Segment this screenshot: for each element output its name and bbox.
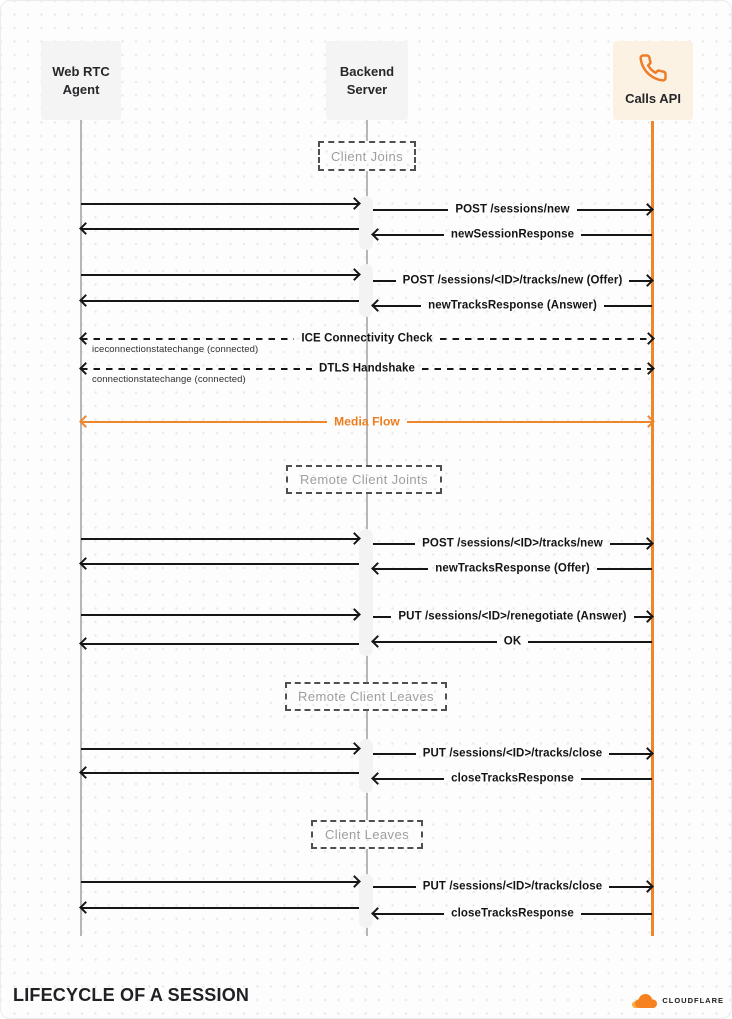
message-label: POST /sessions/<ID>/tracks/new	[422, 537, 603, 550]
activation-bar	[359, 529, 373, 656]
arrowhead-left-icon	[79, 558, 92, 571]
activation-bar	[359, 739, 373, 793]
message-backend-to-calls	[373, 610, 652, 624]
arrow-line	[373, 753, 416, 755]
arrow-line	[81, 748, 359, 750]
arrowhead-left-icon	[371, 773, 384, 786]
message-label: POST /sessions/<ID>/tracks/new (Offer)	[402, 274, 623, 287]
actor-label: Calls API	[625, 91, 681, 107]
message-backend-to-calls	[373, 203, 652, 217]
arrowhead-right-icon	[348, 269, 361, 282]
message-media-bidirectional	[81, 415, 653, 429]
phone-icon	[638, 53, 668, 83]
message-label: PUT /sessions/<ID>/tracks/close	[422, 880, 603, 893]
event-sublabel: connectionstatechange (connected)	[92, 374, 246, 385]
arrow-line	[81, 228, 359, 230]
arrow-line	[81, 881, 359, 883]
message-calls-to-backend	[373, 228, 652, 242]
arrow-line	[440, 338, 653, 340]
arrowhead-right-icon	[348, 533, 361, 546]
message-backend-to-agent	[81, 557, 359, 571]
arrow-line	[581, 913, 652, 915]
arrow-line	[528, 641, 652, 643]
arrowhead-right-icon	[641, 881, 654, 894]
message-calls-to-backend	[373, 635, 652, 649]
arrowhead-left-icon	[371, 229, 384, 242]
message-label: ICE Connectivity Check	[301, 332, 433, 345]
message-label: newTracksResponse (Offer)	[435, 562, 590, 575]
message-label: POST /sessions/new	[455, 203, 570, 216]
arrow-line	[373, 641, 497, 643]
arrow-line	[81, 772, 359, 774]
arrow-line	[81, 368, 312, 370]
message-backend-to-calls	[373, 274, 652, 288]
arrowhead-left-icon	[79, 767, 92, 780]
page-title: LIFECYCLE OF A SESSION	[13, 985, 250, 1005]
actor-webrtc-agent	[41, 41, 121, 120]
message-label: newTracksResponse (Answer)	[428, 299, 597, 312]
message-backend-to-agent	[81, 294, 359, 308]
cloudflare-logo	[632, 992, 724, 1009]
arrow-line	[81, 907, 359, 909]
arrow-line	[581, 234, 652, 236]
message-label: PUT /sessions/<ID>/renegotiate (Answer)	[398, 610, 627, 623]
message-label: newSessionResponse	[450, 228, 575, 241]
cloudflare-cloud-icon	[632, 992, 659, 1009]
message-backend-to-agent	[81, 901, 359, 915]
message-agent-to-backend	[81, 532, 359, 546]
event-sublabel: iceconnectionstatechange (connected)	[92, 344, 259, 355]
arrow-line	[81, 538, 359, 540]
arrowhead-right-icon	[642, 416, 655, 429]
section-label-box	[285, 682, 447, 711]
message-label: Media Flow	[334, 414, 400, 429]
activation-bar	[359, 264, 373, 317]
section-label: Remote Client Joints	[300, 472, 428, 487]
arrowhead-left-icon	[79, 902, 92, 915]
arrowhead-right-icon	[641, 204, 654, 217]
message-calls-to-backend	[373, 562, 652, 576]
message-backend-to-calls	[373, 880, 652, 894]
actor-label: Server	[346, 81, 388, 97]
section-label: Client Joins	[331, 148, 403, 164]
arrowhead-right-icon	[641, 538, 654, 551]
message-label: OK	[503, 635, 522, 648]
arrowhead-left-icon	[371, 908, 384, 921]
arrow-line	[407, 421, 653, 424]
message-calls-to-backend	[373, 907, 652, 921]
section-label: Client Leaves	[325, 827, 409, 842]
arrow-line	[81, 614, 359, 616]
message-label: DTLS Handshake	[319, 362, 415, 375]
message-backend-to-agent	[81, 637, 359, 651]
arrowhead-right-icon	[348, 743, 361, 756]
arrow-line	[581, 778, 652, 780]
arrow-line	[422, 368, 653, 370]
activation-bar	[359, 874, 373, 928]
arrow-line	[373, 616, 391, 618]
arrowhead-right-icon	[641, 748, 654, 761]
arrow-line	[373, 543, 415, 545]
arrowhead-left-icon	[79, 333, 92, 346]
arrow-line	[81, 274, 359, 276]
message-label: closeTracksResponse	[451, 907, 574, 920]
actor-calls-api	[613, 41, 693, 120]
arrowhead-right-icon	[642, 363, 655, 376]
arrowhead-left-icon	[371, 636, 384, 649]
arrowhead-right-icon	[348, 198, 361, 211]
arrow-line	[373, 209, 448, 211]
message-agent-to-backend	[81, 742, 359, 756]
message-label: closeTracksResponse	[451, 772, 574, 785]
message-calls-to-backend	[373, 772, 652, 786]
message-agent-to-backend	[81, 608, 359, 622]
arrow-line	[81, 643, 359, 645]
arrow-line	[81, 563, 359, 565]
message-agent-to-backend	[81, 268, 359, 282]
actor-label: Backend	[339, 64, 395, 80]
message-calls-to-backend	[373, 299, 652, 313]
message-backend-to-agent	[81, 766, 359, 780]
arrow-line	[597, 568, 652, 570]
message-label: PUT /sessions/<ID>/tracks/close	[422, 747, 603, 760]
arrowhead-left-icon	[79, 416, 92, 429]
message-backend-to-calls	[373, 747, 652, 761]
arrowhead-left-icon	[79, 638, 92, 651]
arrowhead-right-icon	[641, 275, 654, 288]
arrowhead-right-icon	[348, 876, 361, 889]
cloudflare-wordmark: CLOUDFLARE	[662, 996, 724, 1005]
activation-bar	[359, 196, 373, 250]
arrow-line	[373, 280, 396, 282]
lifeline-webrtc-agent	[80, 120, 82, 936]
actor-label: Web RTC	[52, 64, 110, 80]
arrowhead-left-icon	[79, 223, 92, 236]
lifeline-calls-api	[651, 121, 654, 936]
arrow-line	[604, 305, 652, 307]
section-label-box	[311, 820, 423, 849]
arrowhead-left-icon	[371, 563, 384, 576]
message-backend-to-calls	[373, 537, 652, 551]
arrowhead-right-icon	[348, 609, 361, 622]
arrow-line	[81, 300, 359, 302]
message-agent-to-backend	[81, 197, 359, 211]
section-label-box	[286, 465, 442, 494]
actor-label: Agent	[62, 81, 100, 97]
arrowhead-left-icon	[79, 363, 92, 376]
arrowhead-right-icon	[641, 611, 654, 624]
arrowhead-left-icon	[79, 295, 92, 308]
arrowhead-right-icon	[642, 333, 655, 346]
arrow-line	[373, 886, 416, 888]
arrow-line	[81, 421, 327, 424]
section-label: Remote Client Leaves	[298, 689, 434, 704]
section-label-box	[318, 141, 416, 171]
message-agent-to-backend	[81, 875, 359, 889]
actor-backend-server	[326, 41, 408, 120]
arrow-line	[81, 338, 294, 340]
message-backend-to-agent	[81, 222, 359, 236]
arrowhead-left-icon	[371, 300, 384, 313]
arrow-line	[81, 203, 359, 205]
